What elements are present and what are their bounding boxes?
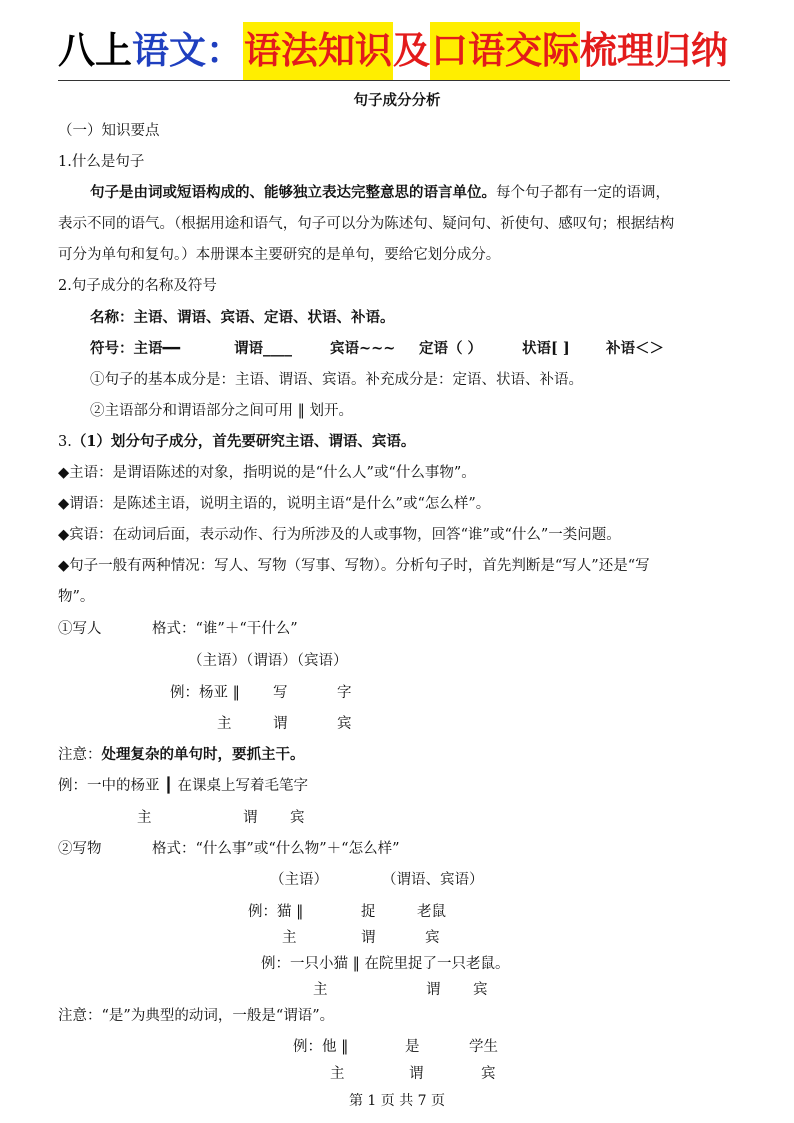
case-thing-format: 格式：“什么事”或“什么物”＋“怎么样”	[152, 841, 400, 857]
case-person-mark-predicate: 谓	[273, 716, 288, 732]
complex-mark-object: 宾	[290, 810, 305, 826]
note-divider-mark: ②主语部分和谓语部分之间可用 ‖ 划开。	[90, 403, 353, 419]
case-thing-example-2: 例：一只小猫 ‖ 在院里捉了一只老鼠。	[261, 956, 510, 972]
shi-mark-predicate: 谓	[409, 1066, 424, 1082]
question-3-bold: （1）划分句子成分，首先要研究主语、谓语、宾语。	[71, 433, 416, 450]
paragraph-line-2: 表示不同的语气。（根据用途和语气，句子可以分为陈述句、疑问句、祈使句、感叹句；根据结构	[58, 216, 675, 232]
case-person-format: 格式：“谁”＋“干什么”	[152, 621, 298, 637]
complex-example: 例：一中的杨亚 ┃ 在课桌上写着毛笔字	[58, 778, 308, 794]
definition-object: ◆宾语：在动词后面，表示动作、行为所涉及的人或事物，回答“谁”或“什么”一类问题。	[58, 527, 621, 543]
section-heading: （一）知识要点	[58, 123, 160, 139]
definition-rest: 每个句子都有一定的语调，	[496, 185, 670, 201]
shi-example: 例：他 ‖	[293, 1039, 349, 1055]
case-thing-role-rest: （谓语、宾语）	[382, 872, 484, 888]
paragraph-line-3: 可分为单句和复句。）本册课本主要研究的是单句，要给它划分成分。	[58, 247, 501, 263]
case-thing-example-verb: 捉	[361, 904, 376, 920]
case-person-label: ①写人	[58, 621, 102, 637]
symbol-object: 宾语~~~	[330, 340, 396, 357]
definition-subject: ◆主语：是谓语陈述的对象，指明说的是“什么人”或“什么事物”。	[58, 465, 476, 481]
attention-bold: 处理复杂的单句时，要抓主干。	[101, 746, 305, 763]
case-person-example-object: 字	[337, 685, 352, 701]
case-person-roles: （主语）（谓语）（宾语）	[188, 653, 348, 669]
complex-mark-predicate: 谓	[243, 810, 258, 826]
shi-verb-note: 注意：“是”为典型的动词，一般是“谓语”。	[58, 1008, 335, 1024]
question-2: 2.句子成分的名称及符号	[58, 278, 217, 294]
banner-and: 及	[393, 29, 430, 72]
case-thing-example: 例：猫 ‖	[248, 904, 304, 920]
banner-grammar: 语法知识	[243, 22, 393, 80]
banner-title	[58, 22, 728, 80]
two-cases-line-2: 物”。	[58, 589, 95, 605]
case-thing-2-mark-subject: 主	[313, 982, 328, 998]
case-person-example: 例：杨亚 ‖	[170, 685, 240, 701]
question-1: 1.什么是句子	[58, 154, 145, 170]
shi-example-verb: 是	[405, 1039, 420, 1055]
symbol-subject: 符号：主语━━	[90, 340, 180, 357]
symbol-attributive: 定语（ ）	[419, 340, 483, 357]
symbol-predicate: 谓语____	[234, 340, 292, 357]
case-thing-2-mark-object: 宾	[473, 982, 488, 998]
question-3	[58, 432, 415, 452]
header-divider	[58, 80, 730, 81]
definition-predicate: ◆谓语：是陈述主语，说明主语的，说明主语“是什么”或“怎么样”。	[58, 496, 491, 512]
case-thing-2-mark-predicate: 谓	[426, 982, 441, 998]
complex-mark-subject: 主	[137, 810, 152, 826]
banner-subject: 语文：	[132, 29, 243, 72]
two-cases-line-1: ◆句子一般有两种情况：写人、写物（写事、写物）。分析句子时，首先判断是“写人”还是“写	[58, 558, 650, 574]
case-thing-mark-object: 宾	[425, 930, 440, 946]
case-thing-mark-predicate: 谓	[361, 930, 376, 946]
symbol-complement: 补语＜＞	[606, 340, 664, 357]
case-person-mark-subject: 主	[217, 716, 232, 732]
component-names: 名称：主语、谓语、宾语、定语、状语、补语。	[90, 309, 395, 326]
page-footer: 第 1 页 共 7 页	[348, 1093, 446, 1109]
attention-label: 注意：	[58, 747, 102, 763]
paragraph-definition	[90, 183, 670, 203]
page-title: 句子成分分析	[353, 92, 441, 109]
banner-grade: 八上	[58, 29, 132, 72]
banner-summary: 梳理归纳	[580, 29, 728, 72]
shi-mark-object: 宾	[481, 1066, 496, 1082]
case-thing-example-object: 老鼠	[417, 904, 446, 920]
case-person-mark-object: 宾	[337, 716, 352, 732]
symbol-adverbial: 状语[ ]	[522, 340, 570, 357]
note-basic-components: ①句子的基本成分是：主语、谓语、宾语。补充成分是：定语、状语、补语。	[90, 372, 583, 388]
case-thing-role-subject: （主语）	[270, 872, 328, 888]
case-thing-label: ②写物	[58, 841, 102, 857]
attention-note	[58, 745, 305, 765]
case-person-example-verb: 写	[273, 685, 288, 701]
definition-bold: 句子是由词或短语构成的、能够独立表达完整意思的语言单位。	[90, 184, 496, 201]
shi-example-object: 学生	[469, 1039, 498, 1055]
shi-mark-subject: 主	[330, 1066, 345, 1082]
banner-oral: 口语交际	[430, 22, 580, 80]
case-thing-mark-subject: 主	[282, 930, 297, 946]
question-3-number: 3.	[58, 434, 72, 450]
